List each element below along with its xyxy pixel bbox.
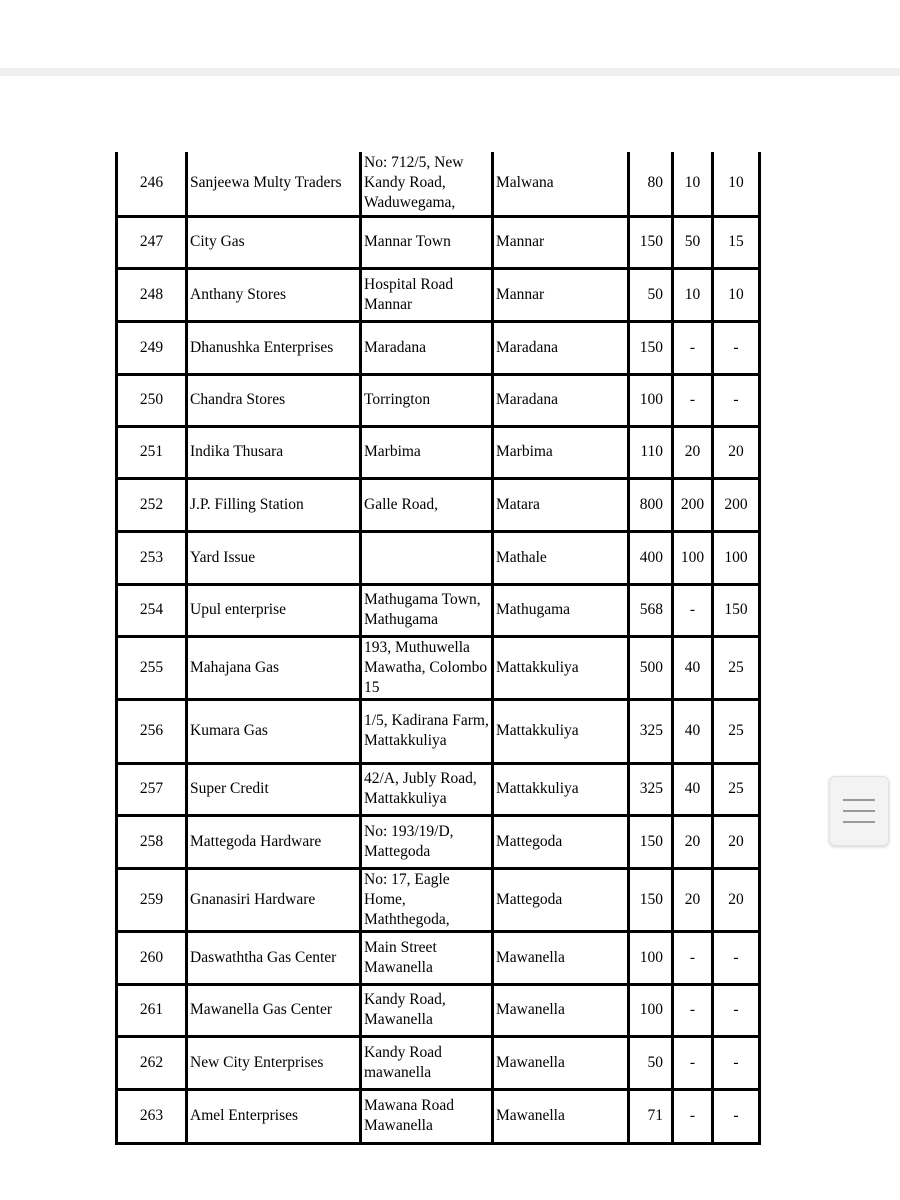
quantity-2: - bbox=[673, 1036, 713, 1089]
quantity-2: 200 bbox=[673, 478, 713, 531]
quantity-3: 25 bbox=[713, 763, 760, 815]
table-row bbox=[117, 815, 760, 868]
quantity-2: 10 bbox=[673, 152, 713, 216]
dealer-area: Matara bbox=[493, 478, 629, 531]
dealer-area: Mattakkuliya bbox=[493, 636, 629, 699]
dealer-address: No: 17, Eagle Home, Maththegoda, bbox=[361, 868, 493, 931]
quantity-2: - bbox=[673, 984, 713, 1036]
row-number: 251 bbox=[117, 426, 187, 478]
dealer-area: Malwana bbox=[493, 152, 629, 216]
dealer-name: Amel Enterprises bbox=[187, 1089, 361, 1143]
dealer-area: Mathugama bbox=[493, 584, 629, 636]
row-number: 255 bbox=[117, 636, 187, 699]
quantity-3: 25 bbox=[713, 636, 760, 699]
quantity-2: - bbox=[673, 321, 713, 374]
dealer-area: Mattegoda bbox=[493, 868, 629, 931]
table-row bbox=[117, 152, 760, 216]
quantity-1: 80 bbox=[629, 152, 673, 216]
table-row bbox=[117, 984, 760, 1036]
dealer-name: Super Credit bbox=[187, 763, 361, 815]
dealer-name: Chandra Stores bbox=[187, 374, 361, 426]
dealer-name: Mawanella Gas Center bbox=[187, 984, 361, 1036]
quantity-1: 325 bbox=[629, 763, 673, 815]
dealer-table bbox=[115, 152, 761, 1145]
quantity-2: 100 bbox=[673, 531, 713, 584]
dealer-name: Sanjeewa Multy Traders bbox=[187, 152, 361, 216]
quantity-1: 500 bbox=[629, 636, 673, 699]
dealer-name: Daswaththa Gas Center bbox=[187, 931, 361, 984]
dealer-name: City Gas bbox=[187, 216, 361, 268]
dealer-address: Main Street Mawanella bbox=[361, 931, 493, 984]
dealer-name: Mahajana Gas bbox=[187, 636, 361, 699]
row-number: 247 bbox=[117, 216, 187, 268]
quantity-3: 25 bbox=[713, 699, 760, 763]
dealer-address: Mawana Road Mawanella bbox=[361, 1089, 493, 1143]
dealer-name: Anthany Stores bbox=[187, 268, 361, 321]
quantity-1: 150 bbox=[629, 868, 673, 931]
quantity-2: - bbox=[673, 374, 713, 426]
quantity-3: - bbox=[713, 374, 760, 426]
quantity-2: 50 bbox=[673, 216, 713, 268]
quantity-2: - bbox=[673, 1089, 713, 1143]
table-row bbox=[117, 426, 760, 478]
dealer-area: Mawanella bbox=[493, 1036, 629, 1089]
table-row bbox=[117, 321, 760, 374]
quantity-3: 150 bbox=[713, 584, 760, 636]
quantity-3: 20 bbox=[713, 426, 760, 478]
dealer-area: Maradana bbox=[493, 374, 629, 426]
quantity-2: 20 bbox=[673, 426, 713, 478]
quantity-3: 15 bbox=[713, 216, 760, 268]
row-number: 262 bbox=[117, 1036, 187, 1089]
quantity-2: 40 bbox=[673, 763, 713, 815]
quantity-2: - bbox=[673, 931, 713, 984]
dealer-name: Yard Issue bbox=[187, 531, 361, 584]
dealer-name: Mattegoda Hardware bbox=[187, 815, 361, 868]
dealer-address: 1/5, Kadirana Farm, Mattakkuliya bbox=[361, 699, 493, 763]
table-row bbox=[117, 763, 760, 815]
row-number: 253 bbox=[117, 531, 187, 584]
quantity-2: 40 bbox=[673, 636, 713, 699]
table-row bbox=[117, 1036, 760, 1089]
table-row bbox=[117, 636, 760, 699]
table-row bbox=[117, 531, 760, 584]
quantity-3: 200 bbox=[713, 478, 760, 531]
table-row bbox=[117, 268, 760, 321]
dealer-name: J.P. Filling Station bbox=[187, 478, 361, 531]
quantity-2: 20 bbox=[673, 868, 713, 931]
table-row bbox=[117, 1089, 760, 1143]
dealer-address: Kandy Road mawanella bbox=[361, 1036, 493, 1089]
quantity-1: 50 bbox=[629, 1036, 673, 1089]
dealer-address: Galle Road, bbox=[361, 478, 493, 531]
quantity-2: 20 bbox=[673, 815, 713, 868]
dealer-area: Mannar bbox=[493, 216, 629, 268]
row-number: 249 bbox=[117, 321, 187, 374]
dealer-area: Mannar bbox=[493, 268, 629, 321]
table-row bbox=[117, 584, 760, 636]
row-number: 261 bbox=[117, 984, 187, 1036]
dealer-name: Dhanushka Enterprises bbox=[187, 321, 361, 374]
dealer-address: Hospital Road Mannar bbox=[361, 268, 493, 321]
quantity-3: - bbox=[713, 984, 760, 1036]
dealer-address: Mathugama Town, Mathugama bbox=[361, 584, 493, 636]
row-number: 252 bbox=[117, 478, 187, 531]
quantity-3: 100 bbox=[713, 531, 760, 584]
quantity-1: 100 bbox=[629, 984, 673, 1036]
dealer-area: Maradana bbox=[493, 321, 629, 374]
dealer-name: Kumara Gas bbox=[187, 699, 361, 763]
row-number: 246 bbox=[117, 152, 187, 216]
dealer-area: Marbima bbox=[493, 426, 629, 478]
dealer-address bbox=[361, 531, 493, 584]
quantity-2: - bbox=[673, 584, 713, 636]
quantity-3: - bbox=[713, 1089, 760, 1143]
row-number: 250 bbox=[117, 374, 187, 426]
quantity-3: - bbox=[713, 321, 760, 374]
quantity-3: 20 bbox=[713, 815, 760, 868]
row-number: 256 bbox=[117, 699, 187, 763]
row-number: 248 bbox=[117, 268, 187, 321]
quantity-1: 150 bbox=[629, 216, 673, 268]
quantity-1: 325 bbox=[629, 699, 673, 763]
row-number: 258 bbox=[117, 815, 187, 868]
dealer-address: Marbima bbox=[361, 426, 493, 478]
quantity-3: 20 bbox=[713, 868, 760, 931]
quantity-1: 71 bbox=[629, 1089, 673, 1143]
row-number: 257 bbox=[117, 763, 187, 815]
quantity-1: 50 bbox=[629, 268, 673, 321]
dealer-address: Mannar Town bbox=[361, 216, 493, 268]
dealer-area: Mattegoda bbox=[493, 815, 629, 868]
table-row bbox=[117, 868, 760, 931]
menu-button[interactable] bbox=[829, 776, 889, 846]
dealer-area: Mattakkuliya bbox=[493, 699, 629, 763]
quantity-2: 10 bbox=[673, 268, 713, 321]
dealer-address: No: 712/5, New Kandy Road, Waduwegama, bbox=[361, 152, 493, 216]
dealer-name: Upul enterprise bbox=[187, 584, 361, 636]
quantity-1: 400 bbox=[629, 531, 673, 584]
quantity-3: - bbox=[713, 931, 760, 984]
quantity-3: 10 bbox=[713, 152, 760, 216]
dealer-area: Mawanella bbox=[493, 1089, 629, 1143]
row-number: 254 bbox=[117, 584, 187, 636]
table-row bbox=[117, 216, 760, 268]
dealer-area: Mattakkuliya bbox=[493, 763, 629, 815]
quantity-2: 40 bbox=[673, 699, 713, 763]
row-number: 263 bbox=[117, 1089, 187, 1143]
viewer-toolbar-band bbox=[0, 68, 900, 76]
dealer-area: Mathale bbox=[493, 531, 629, 584]
quantity-1: 568 bbox=[629, 584, 673, 636]
table-row bbox=[117, 931, 760, 984]
quantity-1: 100 bbox=[629, 374, 673, 426]
table-row bbox=[117, 374, 760, 426]
dealer-area: Mawanella bbox=[493, 931, 629, 984]
row-number: 259 bbox=[117, 868, 187, 931]
hamburger-menu-icon bbox=[843, 799, 875, 801]
dealer-name: Indika Thusara bbox=[187, 426, 361, 478]
dealer-address: 193, Muthuwella Mawatha, Colombo 15 bbox=[361, 636, 493, 699]
quantity-1: 150 bbox=[629, 815, 673, 868]
dealer-name: Gnanasiri Hardware bbox=[187, 868, 361, 931]
dealer-name: New City Enterprises bbox=[187, 1036, 361, 1089]
quantity-3: - bbox=[713, 1036, 760, 1089]
dealer-area: Mawanella bbox=[493, 984, 629, 1036]
quantity-3: 10 bbox=[713, 268, 760, 321]
dealer-address: 42/A, Jubly Road, Mattakkuliya bbox=[361, 763, 493, 815]
quantity-1: 110 bbox=[629, 426, 673, 478]
dealer-address: Kandy Road, Mawanella bbox=[361, 984, 493, 1036]
table-row bbox=[117, 478, 760, 531]
dealer-address: No: 193/19/D, Mattegoda bbox=[361, 815, 493, 868]
quantity-1: 150 bbox=[629, 321, 673, 374]
table-row bbox=[117, 699, 760, 763]
quantity-1: 100 bbox=[629, 931, 673, 984]
quantity-1: 800 bbox=[629, 478, 673, 531]
dealer-address: Maradana bbox=[361, 321, 493, 374]
dealer-address: Torrington bbox=[361, 374, 493, 426]
row-number: 260 bbox=[117, 931, 187, 984]
